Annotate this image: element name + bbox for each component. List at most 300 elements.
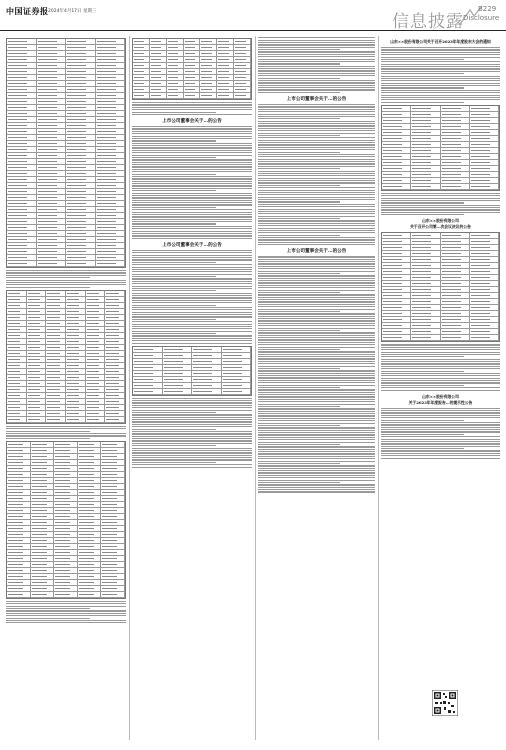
table-cell bbox=[411, 142, 440, 147]
body-text-line bbox=[381, 92, 500, 93]
table-cell bbox=[411, 293, 440, 298]
table-cell bbox=[27, 327, 47, 332]
table-cell bbox=[470, 118, 499, 123]
table-cell bbox=[192, 353, 222, 358]
table-cell bbox=[7, 177, 37, 182]
table-cell bbox=[86, 321, 106, 326]
table-cell bbox=[382, 154, 411, 159]
page-header bbox=[0, 0, 506, 31]
table-cell bbox=[66, 417, 86, 422]
table-cell bbox=[54, 592, 78, 597]
table-cell bbox=[78, 478, 102, 483]
table-cell bbox=[31, 532, 55, 537]
table-cell bbox=[441, 251, 470, 256]
table-cell bbox=[86, 411, 106, 416]
body-text-line bbox=[381, 54, 500, 55]
table-cell bbox=[27, 357, 47, 362]
table-cell bbox=[441, 263, 470, 268]
table-cell bbox=[101, 550, 125, 555]
table-cell bbox=[27, 417, 47, 422]
table-cell bbox=[37, 183, 67, 188]
table-cell bbox=[46, 333, 66, 338]
table-cell bbox=[37, 177, 67, 182]
body-text-line bbox=[381, 207, 500, 208]
table-cell bbox=[46, 345, 66, 350]
table-cell bbox=[46, 297, 66, 302]
table-cell bbox=[150, 75, 167, 80]
table-cell bbox=[133, 371, 163, 376]
table-cell bbox=[167, 63, 184, 68]
body-text-line bbox=[132, 136, 252, 137]
table-cell bbox=[78, 568, 102, 573]
table-cell bbox=[184, 39, 201, 44]
table-cell bbox=[411, 275, 440, 280]
table-cell bbox=[86, 375, 106, 380]
body-text-line bbox=[381, 371, 464, 372]
table-cell bbox=[78, 586, 102, 591]
table-cell bbox=[441, 293, 470, 298]
table-cell bbox=[7, 129, 37, 134]
table-cell bbox=[66, 51, 96, 56]
body-text-line bbox=[381, 417, 500, 418]
table-cell bbox=[46, 303, 66, 308]
table-cell bbox=[66, 339, 86, 344]
body-text-line bbox=[6, 431, 90, 432]
table-cell bbox=[7, 171, 37, 176]
body-text-line bbox=[381, 385, 464, 386]
table-cell bbox=[54, 532, 78, 537]
table-cell bbox=[7, 381, 27, 386]
table-cell bbox=[78, 466, 102, 471]
table-cell bbox=[7, 448, 31, 453]
table-cell bbox=[105, 369, 125, 374]
issue-date: 2024年4月17日 星期三 bbox=[48, 9, 97, 14]
table-cell bbox=[382, 239, 411, 244]
table-cell bbox=[37, 159, 67, 164]
table-cell bbox=[163, 359, 193, 364]
table-cell bbox=[222, 353, 252, 358]
body-text-line bbox=[132, 414, 252, 415]
table-cell bbox=[96, 147, 126, 152]
body-text-line bbox=[258, 68, 375, 69]
table-cell bbox=[167, 57, 184, 62]
table-cell bbox=[382, 130, 411, 135]
table-cell bbox=[7, 141, 37, 146]
table-cell bbox=[46, 363, 66, 368]
body-text-line bbox=[258, 133, 375, 134]
body-text-line bbox=[258, 230, 375, 231]
table-cell bbox=[7, 39, 37, 44]
body-text-line bbox=[132, 207, 216, 208]
table-cell bbox=[66, 147, 96, 152]
table-cell bbox=[66, 201, 96, 206]
table-cell bbox=[37, 261, 67, 266]
body-text-line bbox=[381, 193, 500, 194]
body-text-line bbox=[258, 491, 375, 492]
table-cell bbox=[78, 472, 102, 477]
table-cell bbox=[184, 57, 201, 62]
table-cell bbox=[133, 69, 150, 74]
table-cell bbox=[31, 574, 55, 579]
announcement-title: 上市公司董事会关于…的公告 bbox=[286, 97, 347, 102]
table-cell bbox=[411, 166, 440, 171]
body-text-line bbox=[258, 223, 375, 224]
table-cell bbox=[66, 327, 86, 332]
table-cell bbox=[31, 550, 55, 555]
table-cell bbox=[7, 580, 31, 585]
table-cell bbox=[66, 171, 96, 176]
body-text-line bbox=[6, 270, 126, 271]
body-text-line bbox=[6, 428, 126, 429]
table-cell bbox=[96, 129, 126, 134]
table-cell bbox=[86, 363, 106, 368]
body-text-line bbox=[258, 442, 375, 443]
body-text-line bbox=[132, 331, 252, 332]
body-text-line bbox=[258, 385, 375, 386]
table-cell bbox=[441, 124, 470, 129]
body-text-line bbox=[132, 283, 252, 284]
body-text-line bbox=[258, 121, 375, 122]
table-cell bbox=[382, 281, 411, 286]
table-cell bbox=[66, 261, 96, 266]
body-text-line bbox=[381, 356, 464, 357]
table-cell bbox=[31, 490, 55, 495]
table-cell bbox=[27, 309, 47, 314]
table-cell bbox=[66, 345, 86, 350]
table-cell bbox=[86, 357, 106, 362]
table-cell bbox=[7, 345, 27, 350]
body-text-line bbox=[258, 185, 340, 186]
table-cell bbox=[441, 239, 470, 244]
data-table bbox=[132, 346, 252, 396]
table-cell bbox=[37, 189, 67, 194]
body-text-line bbox=[6, 435, 126, 436]
body-text-line bbox=[258, 166, 375, 167]
table-cell bbox=[441, 317, 470, 322]
body-text-line bbox=[381, 78, 500, 79]
table-cell bbox=[7, 484, 31, 489]
body-text-line bbox=[132, 264, 252, 265]
table-cell bbox=[96, 231, 126, 236]
body-text-line bbox=[381, 71, 500, 72]
table-cell bbox=[105, 381, 125, 386]
table-cell bbox=[66, 81, 96, 86]
table-cell bbox=[7, 75, 37, 80]
body-text-line bbox=[381, 434, 464, 435]
table-row bbox=[133, 389, 251, 395]
body-text-line bbox=[132, 288, 252, 289]
body-text-line bbox=[132, 164, 252, 165]
table-cell bbox=[441, 245, 470, 250]
table-cell bbox=[382, 257, 411, 262]
table-cell bbox=[78, 550, 102, 555]
body-text-line bbox=[132, 324, 252, 325]
table-cell bbox=[133, 39, 150, 44]
table-cell bbox=[7, 123, 37, 128]
table-cell bbox=[163, 353, 193, 358]
table-cell bbox=[7, 520, 31, 525]
table-cell bbox=[7, 586, 31, 591]
table-cell bbox=[470, 148, 499, 153]
body-text-line bbox=[258, 287, 375, 288]
body-text-line bbox=[258, 489, 375, 490]
table-cell bbox=[470, 317, 499, 322]
table-cell bbox=[200, 57, 217, 62]
table-cell bbox=[7, 297, 27, 302]
table-cell bbox=[222, 389, 252, 394]
table-cell bbox=[222, 347, 252, 352]
table-cell bbox=[411, 136, 440, 141]
table-cell bbox=[78, 532, 102, 537]
body-text-line bbox=[381, 102, 464, 103]
table-cell bbox=[150, 57, 167, 62]
table-cell bbox=[86, 405, 106, 410]
table-cell bbox=[66, 129, 96, 134]
table-cell bbox=[133, 383, 163, 388]
body-text-line bbox=[132, 176, 252, 177]
body-text-line bbox=[6, 620, 126, 621]
body-text-line bbox=[258, 294, 375, 295]
body-text-line bbox=[258, 408, 375, 409]
body-text-line bbox=[258, 244, 375, 245]
announcement-title: 山东××股份有限公司 关于2023年年度报告…的提示性公告 bbox=[408, 393, 473, 405]
body-text-line bbox=[258, 299, 375, 300]
table-cell bbox=[441, 281, 470, 286]
table-cell bbox=[27, 315, 47, 320]
announcement-title: 上市公司董事会关于…的公告 bbox=[286, 249, 347, 255]
table-cell bbox=[101, 586, 125, 591]
table-cell bbox=[234, 69, 251, 74]
table-cell bbox=[101, 466, 125, 471]
table-cell bbox=[105, 417, 125, 422]
table-cell bbox=[382, 124, 411, 129]
table-cell bbox=[382, 172, 411, 177]
body-text-line bbox=[132, 431, 252, 432]
body-text-line bbox=[258, 232, 375, 233]
table-cell bbox=[7, 243, 37, 248]
body-text-line bbox=[6, 603, 126, 604]
table-cell bbox=[411, 124, 440, 129]
table-cell bbox=[66, 381, 86, 386]
body-text-line bbox=[132, 436, 252, 437]
table-cell bbox=[105, 393, 125, 398]
table-cell bbox=[7, 93, 37, 98]
body-text-line bbox=[258, 199, 375, 200]
body-text-line bbox=[258, 70, 375, 71]
table-cell bbox=[470, 124, 499, 129]
table-cell bbox=[37, 165, 67, 170]
table-cell bbox=[86, 327, 106, 332]
table-cell bbox=[217, 57, 234, 62]
body-text-line bbox=[258, 218, 340, 219]
table-cell bbox=[150, 81, 167, 86]
table-cell bbox=[411, 251, 440, 256]
body-text-line bbox=[258, 40, 375, 41]
table-cell bbox=[31, 562, 55, 567]
table-cell bbox=[66, 237, 96, 242]
body-text-line bbox=[258, 446, 375, 447]
table-cell bbox=[234, 87, 251, 92]
table-cell bbox=[7, 496, 31, 501]
body-text-line bbox=[381, 349, 500, 350]
table-cell bbox=[101, 532, 125, 537]
table-cell bbox=[27, 351, 47, 356]
table-cell bbox=[96, 177, 126, 182]
table-cell bbox=[7, 357, 27, 362]
table-cell bbox=[37, 75, 67, 80]
table-cell bbox=[37, 231, 67, 236]
table-cell bbox=[46, 351, 66, 356]
table-cell bbox=[105, 309, 125, 314]
section-title: 信息披露 bbox=[392, 12, 464, 32]
table-cell bbox=[411, 311, 440, 316]
body-text-line bbox=[258, 411, 375, 412]
body-text-line bbox=[132, 309, 252, 310]
body-text-line bbox=[258, 477, 375, 478]
body-text-line bbox=[381, 390, 500, 391]
body-text-line bbox=[6, 618, 90, 619]
body-text-line bbox=[132, 143, 252, 144]
body-text-line bbox=[258, 311, 340, 312]
table-cell bbox=[7, 532, 31, 537]
table-cell bbox=[37, 225, 67, 230]
masthead: 中国证券报 bbox=[6, 6, 49, 16]
body-text-line bbox=[6, 280, 126, 281]
body-text-line bbox=[132, 150, 252, 151]
body-text-line bbox=[258, 344, 375, 345]
table-cell bbox=[54, 580, 78, 585]
body-text-line bbox=[258, 380, 375, 381]
table-cell bbox=[101, 448, 125, 453]
table-cell bbox=[7, 315, 27, 320]
table-cell bbox=[96, 57, 126, 62]
table-cell bbox=[217, 87, 234, 92]
table-cell bbox=[31, 448, 55, 453]
body-text-line bbox=[132, 433, 252, 434]
table-cell bbox=[37, 45, 67, 50]
table-cell bbox=[96, 123, 126, 128]
table-cell bbox=[96, 165, 126, 170]
table-cell bbox=[133, 63, 150, 68]
table-cell bbox=[7, 207, 37, 212]
table-cell bbox=[411, 287, 440, 292]
body-text-line bbox=[132, 464, 252, 465]
table-cell bbox=[167, 45, 184, 50]
table-cell bbox=[101, 574, 125, 579]
table-cell bbox=[7, 490, 31, 495]
body-text-line bbox=[381, 90, 500, 91]
body-text-line bbox=[258, 320, 375, 321]
table-cell bbox=[382, 329, 411, 334]
body-text-line bbox=[258, 201, 340, 202]
table-cell bbox=[46, 405, 66, 410]
table-cell bbox=[7, 363, 27, 368]
table-cell bbox=[7, 69, 37, 74]
table-cell bbox=[96, 39, 126, 44]
body-text-line bbox=[258, 220, 375, 221]
body-text-line bbox=[132, 417, 252, 418]
body-text-line bbox=[132, 183, 252, 184]
body-text-line bbox=[132, 302, 252, 303]
table-cell bbox=[470, 178, 499, 183]
body-text-line bbox=[381, 380, 500, 381]
section-code: B229 bbox=[478, 5, 497, 13]
table-cell bbox=[7, 249, 37, 254]
table-cell bbox=[46, 399, 66, 404]
table-cell bbox=[441, 269, 470, 274]
table-cell bbox=[54, 496, 78, 501]
table-cell bbox=[37, 123, 67, 128]
table-cell bbox=[133, 365, 163, 370]
body-text-line bbox=[258, 394, 375, 395]
body-text-line bbox=[258, 123, 375, 124]
body-text-line bbox=[258, 37, 375, 38]
table-cell bbox=[105, 387, 125, 392]
body-text-line bbox=[381, 49, 500, 50]
table-cell bbox=[7, 369, 27, 374]
body-text-line bbox=[258, 480, 375, 481]
body-text-line bbox=[381, 361, 500, 362]
table-cell bbox=[7, 544, 31, 549]
body-text-line bbox=[258, 363, 375, 364]
table-cell bbox=[470, 287, 499, 292]
table-cell bbox=[382, 263, 411, 268]
table-cell bbox=[217, 51, 234, 56]
table-cell bbox=[470, 305, 499, 310]
table-cell bbox=[184, 69, 201, 74]
body-text-line bbox=[258, 373, 375, 374]
body-text-line bbox=[258, 51, 375, 52]
table-cell bbox=[411, 281, 440, 286]
body-text-line bbox=[258, 420, 375, 421]
body-text-line bbox=[258, 44, 375, 45]
body-text-line bbox=[381, 458, 500, 459]
table-cell bbox=[7, 538, 31, 543]
body-text-line bbox=[132, 269, 252, 270]
body-text-line bbox=[132, 200, 252, 201]
table-cell bbox=[37, 81, 67, 86]
body-text-line bbox=[258, 377, 375, 378]
table-cell bbox=[7, 231, 37, 236]
table-cell bbox=[7, 201, 37, 206]
body-text-line bbox=[132, 405, 252, 406]
body-text-line bbox=[258, 89, 375, 90]
table-cell bbox=[46, 315, 66, 320]
table-cell bbox=[96, 201, 126, 206]
table-cell bbox=[105, 345, 125, 350]
table-cell bbox=[382, 293, 411, 298]
table-cell bbox=[78, 502, 102, 507]
table-cell bbox=[192, 383, 222, 388]
table-cell bbox=[470, 239, 499, 244]
table-cell bbox=[66, 213, 96, 218]
body-text-line bbox=[258, 118, 340, 119]
body-text-line bbox=[258, 87, 375, 88]
table-cell bbox=[46, 393, 66, 398]
table-cell bbox=[96, 153, 126, 158]
table-cell bbox=[133, 81, 150, 86]
body-text-line bbox=[381, 52, 500, 53]
table-cell bbox=[78, 448, 102, 453]
table-cell bbox=[470, 293, 499, 298]
table-cell bbox=[234, 57, 251, 62]
data-table bbox=[381, 105, 500, 191]
table-cell bbox=[470, 142, 499, 147]
body-text-line bbox=[132, 233, 252, 234]
body-text-line bbox=[258, 413, 375, 414]
table-cell bbox=[78, 490, 102, 495]
table-cell bbox=[470, 281, 499, 286]
